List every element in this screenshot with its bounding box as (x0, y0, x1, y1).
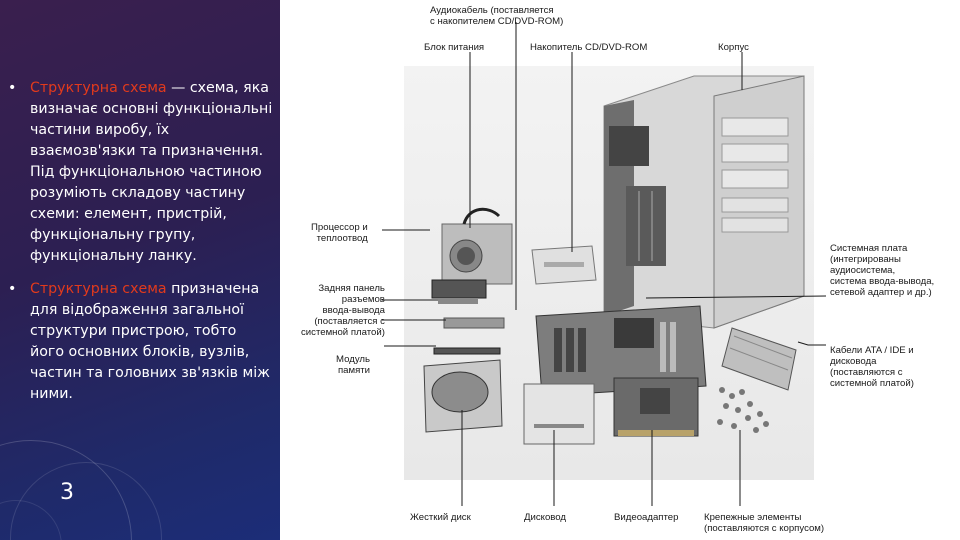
term-highlight: Структурна схема (30, 80, 167, 96)
cpu-illustration (432, 280, 486, 304)
io-shield-illustration (444, 318, 504, 328)
label-motherboard: Системная плата (интегрированы аудиосистема, система ввода-вывода, сетевой адаптер и др.) (830, 243, 935, 298)
label-cables: Кабели ATA / IDE и дисковода (поставляются с системной платой) (830, 345, 914, 389)
label-case: Корпус (718, 42, 749, 53)
fasteners-illustration (717, 387, 769, 433)
bullet-text: призначена для відображення загальної структури пристрою, тобто його основних блоків, вузлів, частин та головних зв'язків між ними. (30, 281, 270, 402)
cables-illustration (722, 328, 796, 390)
video-card-illustration (614, 378, 698, 436)
term-highlight: Структурна схема (30, 281, 167, 297)
pc-components-photo (404, 66, 814, 480)
label-video: Видеоадаптер (614, 512, 679, 523)
slide-number: 3 (60, 480, 74, 505)
case-illustration (604, 76, 804, 328)
label-cd-drive: Накопитель CD/DVD-ROM (530, 42, 648, 53)
hdd-illustration (424, 360, 502, 432)
label-audio-cable: Аудиокабель (поставляется с накопителем CD/DVD-ROM) (430, 5, 564, 27)
bullet-text: — схема, яка визначає основні функціональні частини виробу, їх взаємозв'язки та призначення. Під функціональною частиною розуміють складову частину схеми: елемент, пристрій, функціональну групу, функціональну ланку. (30, 80, 273, 264)
pc-components-illustration (404, 66, 814, 480)
label-memory: Модуль памяти (336, 354, 371, 376)
bullet-dot: • (8, 80, 17, 96)
label-power-supply: Блок питания (424, 42, 485, 53)
bullet-item (8, 78, 274, 267)
bullet-list (8, 78, 274, 417)
fdd-illustration (524, 384, 594, 444)
text-panel (0, 0, 280, 540)
label-fasteners: Крепежные элементы (поставляются с корпусом) (704, 512, 825, 534)
bullet-item (8, 279, 274, 405)
label-back-panel: Задняя панель разъемов ввода-вывода (поставляется с системной платой) (301, 283, 385, 338)
cd-drive-illustration (532, 246, 596, 284)
label-hdd: Жесткий диск (410, 512, 471, 523)
label-fdd: Дисковод (524, 512, 567, 523)
power-supply-illustration (442, 209, 512, 284)
memory-illustration (434, 348, 500, 354)
bullet-dot: • (8, 281, 17, 297)
label-cpu: Процессор и теплоотвод (311, 222, 368, 244)
